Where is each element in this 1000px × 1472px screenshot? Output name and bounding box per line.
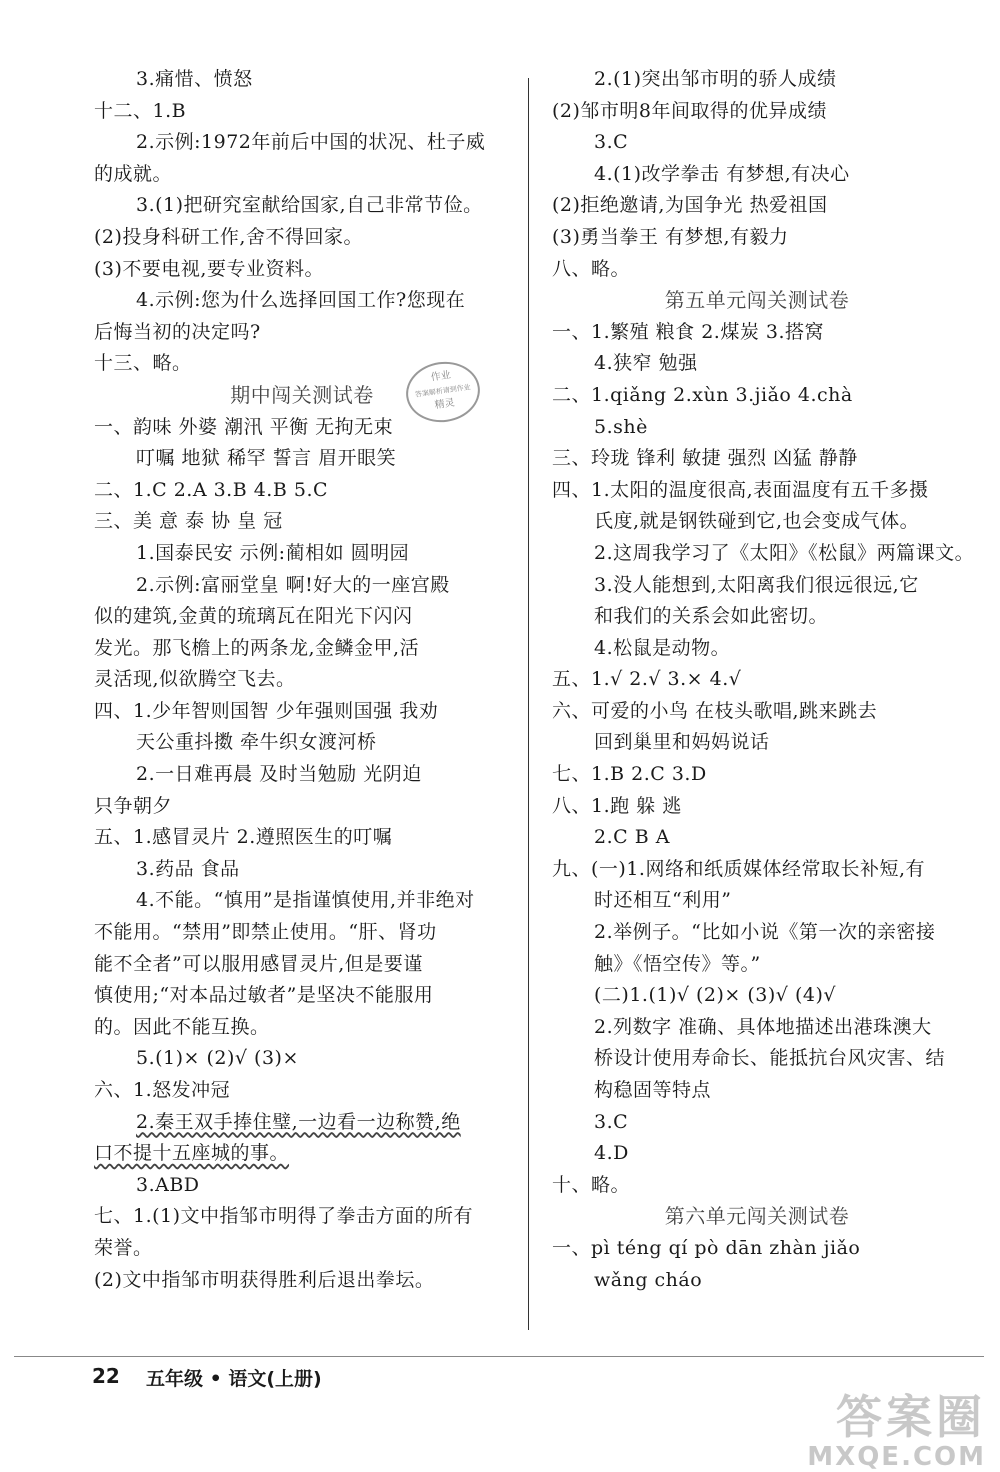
answer-line <box>552 1138 962 1170</box>
answer-text: (2)投身科研工作,舍不得回家。 <box>94 225 363 248</box>
answer-text: 四、1.少年智则国智 少年强则国强 我劝 <box>94 699 439 722</box>
answer-text: (3)勇当拳王 有梦想,有毅力 <box>552 225 789 248</box>
answer-line <box>94 1265 510 1297</box>
answer-line <box>94 696 510 728</box>
answer-line <box>94 791 510 823</box>
answer-line <box>94 885 510 917</box>
answer-line <box>552 1075 962 1107</box>
answer-text: 4.狭窄 勉强 <box>594 352 698 375</box>
answer-line <box>94 1107 510 1139</box>
answer-line <box>552 96 962 128</box>
answer-text: 5.(1)× (2)√ (3)× <box>136 1047 299 1070</box>
page-number: 22 <box>92 1364 120 1388</box>
answer-line <box>552 696 962 728</box>
answer-line <box>552 127 962 159</box>
answer-line <box>94 1233 510 1265</box>
answer-text: 一、韵味 外婆 潮汛 平衡 无拘无束 <box>94 415 394 438</box>
answer-text: 只争朝夕 <box>94 794 173 817</box>
answer-line <box>94 190 510 222</box>
right-column <box>552 64 975 1296</box>
answer-text: 氏度,就是钢铁碰到它,也会变成气体。 <box>594 510 920 533</box>
answer-text: 七、1.B 2.C 3.D <box>552 763 707 786</box>
answer-line <box>94 317 510 349</box>
footer-rule <box>14 1356 984 1357</box>
answer-line <box>552 443 962 475</box>
answer-text: 和我们的关系会如此密切。 <box>594 605 829 628</box>
answer-line <box>94 254 510 286</box>
answer-text: 一、1.繁殖 粮食 2.煤炭 3.搭窝 <box>552 320 825 343</box>
answer-line <box>94 1043 510 1075</box>
answer-text: 第六单元闯关测试卷 <box>664 1204 850 1229</box>
answer-line <box>552 822 962 854</box>
answer-line <box>552 949 962 981</box>
answer-text: 2.示例:富丽堂皇 啊!好大的一座宫殿 <box>136 573 450 596</box>
answer-text: 灵活现,似欲腾空飞去。 <box>94 668 296 691</box>
answer-line <box>552 317 962 349</box>
answer-text: 五、1.√ 2.√ 3.× 4.√ <box>552 668 742 691</box>
answer-line <box>552 475 962 507</box>
answer-line <box>552 1043 962 1075</box>
answer-text: 天公重抖擞 牵牛织女渡河桥 <box>136 731 377 754</box>
answer-text: 能不全者”可以服用感冒灵片,但是要谨 <box>94 952 423 975</box>
answer-line <box>552 348 962 380</box>
answer-text: 2.举例子。“比如小说《第一次的亲密接 <box>594 921 936 944</box>
answer-line <box>552 980 962 1012</box>
answer-text: 触》《悟空传》等。” <box>594 952 761 975</box>
answer-text: (二)1.(1)√ (2)× (3)√ (4)√ <box>594 984 836 1007</box>
answer-text: 3.ABD <box>136 1173 200 1196</box>
answer-line <box>94 506 510 538</box>
answer-line <box>94 1075 510 1107</box>
answer-text: 2.列数字 准确、具体地描述出港珠澳大 <box>594 1015 932 1038</box>
answer-line <box>94 664 510 696</box>
answer-text: wǎng cháo <box>594 1268 703 1291</box>
answer-text: 2.示例:1972年前后中国的状况、杜子威 <box>136 131 486 154</box>
answer-text: 五、1.感冒灵片 2.遵照医生的叮嘱 <box>94 826 393 849</box>
watermark-url: MXQE.COM <box>807 1442 986 1472</box>
answer-text: 似的建筑,金黄的琉璃瓦在阳光下闪闪 <box>94 605 413 628</box>
answer-text: 慎使用;“对本品过敏者”是坚决不能服用 <box>94 984 434 1007</box>
answer-text: 3.C <box>594 1110 629 1133</box>
answer-text: 2.(1)突出邹市明的骄人成绩 <box>594 68 837 90</box>
answer-line <box>552 222 962 254</box>
answer-text: 八、略。 <box>552 257 631 280</box>
answer-line <box>552 1107 962 1139</box>
left-column <box>94 64 510 1296</box>
answer-line <box>552 1233 962 1265</box>
answer-line <box>552 601 962 633</box>
answer-text: 荣誉。 <box>94 1236 153 1259</box>
answer-text: 二、1.qiǎng 2.xùn 3.jiǎo 4.chà <box>552 383 853 406</box>
answer-text: 十三、略。 <box>94 352 192 375</box>
answer-line <box>94 727 510 759</box>
answer-line <box>552 159 962 191</box>
answer-line <box>552 727 962 759</box>
answer-line <box>552 633 962 665</box>
answer-line <box>552 759 962 791</box>
answer-line <box>94 159 510 191</box>
book-title: 五年级 • 语文(上册) <box>146 1368 322 1390</box>
answer-line <box>94 443 510 475</box>
answer-text: 构稳固等特点 <box>594 1079 712 1101</box>
answer-line <box>94 601 510 633</box>
answer-line <box>94 570 510 602</box>
answer-text: 5.shè <box>594 415 648 438</box>
answer-line <box>94 1170 510 1202</box>
answer-text: 六、可爱的小鸟 在枝头歌唱,跳来跳去 <box>552 699 878 722</box>
answer-text: (2)拒绝邀请,为国争光 热爱祖国 <box>552 194 828 217</box>
answer-text: 4.(1)改学拳击 有梦想,有决心 <box>594 162 850 185</box>
answer-line <box>94 1201 510 1233</box>
answer-line <box>552 538 975 570</box>
answer-text: (3)不要电视,要专业资料。 <box>94 257 324 280</box>
answer-line <box>94 759 510 791</box>
answer-line <box>552 1170 962 1202</box>
answer-text: 九、(一)1.网络和纸质媒体经常取长补短,有 <box>552 857 925 880</box>
answer-text: 回到巢里和妈妈说话 <box>594 731 770 754</box>
answer-line <box>94 285 510 317</box>
answer-line <box>552 412 962 444</box>
answer-text: (2)邹市明8年间取得的优异成绩 <box>552 99 828 122</box>
answer-line <box>552 506 962 538</box>
answer-line <box>94 475 510 507</box>
answer-line <box>94 917 510 949</box>
answer-line <box>94 633 510 665</box>
site-watermark <box>807 1392 986 1472</box>
answer-text: 四、1.太阳的温度很高,表面温度有五千多摄 <box>552 478 929 501</box>
answer-line <box>552 917 962 949</box>
answer-line <box>94 822 510 854</box>
answer-text: 2.这周我学习了《太阳》《松鼠》两篇课文。 <box>594 541 975 564</box>
answer-line <box>552 380 962 412</box>
answer-text: 十二、1.B <box>94 99 187 122</box>
answer-text: 六、1.怒发冲冠 <box>94 1079 231 1101</box>
column-divider <box>528 78 529 1330</box>
answer-line <box>552 570 962 602</box>
answer-text: 2.秦王双手捧住璧,一边看一边称赞,绝 <box>136 1110 461 1133</box>
answer-text: 口不提十五座城的事。 <box>94 1142 290 1165</box>
answer-text: 一、pì téng qí pò dān zhàn jiǎo <box>552 1236 861 1259</box>
answer-text: 三、玲珑 锋利 敏捷 强烈 凶猛 静静 <box>552 447 858 470</box>
answer-text: 时还相互“利用” <box>594 889 732 912</box>
stamp-middle-text: 答案解析请到作业 <box>414 383 472 399</box>
answer-text: 发光。那飞檐上的两条龙,金鳞金甲,活 <box>94 636 420 659</box>
answer-line <box>94 127 510 159</box>
answer-line <box>552 664 962 696</box>
answer-line <box>94 949 510 981</box>
answer-text: 4.不能。“慎用”是指谨慎使用,并非绝对 <box>136 889 475 912</box>
answer-line <box>94 1012 510 1044</box>
answer-line <box>552 791 962 823</box>
answer-text: 桥设计使用寿命长、能抵抗台风灾害、结 <box>594 1047 946 1070</box>
answer-text: 1.国泰民安 示例:蔺相如 圆明园 <box>136 541 410 564</box>
answer-line <box>94 538 510 570</box>
answer-text: 七、1.(1)文中指邹市明得了拳击方面的所有 <box>94 1205 474 1228</box>
answer-text: 三、美 意 泰 协 皇 冠 <box>94 510 283 533</box>
answer-text: 的。因此不能互换。 <box>94 1015 270 1038</box>
answer-line <box>94 64 510 96</box>
answer-text: 2.一日难再晨 及时当勉励 光阴迫 <box>136 763 422 786</box>
answer-text: (2)文中指邹市明获得胜利后退出拳坛。 <box>94 1268 435 1291</box>
answer-text: 后悔当初的决定吗? <box>94 320 261 343</box>
answer-line <box>552 1265 962 1297</box>
answer-text: 叮嘱 地狱 稀罕 誓言 眉开眼笑 <box>136 447 397 470</box>
answer-line <box>94 96 510 128</box>
stamp-top-text: 作业 <box>430 369 452 384</box>
answer-line <box>94 1138 510 1170</box>
answer-text: 期中闯关测试卷 <box>230 382 374 407</box>
answer-line <box>94 980 510 1012</box>
answer-text: 4.示例:您为什么选择回国工作?您现在 <box>136 289 466 312</box>
answer-line <box>552 190 962 222</box>
answer-line <box>94 222 510 254</box>
answer-text: 3.没人能想到,太阳离我们很远很远,它 <box>594 573 919 596</box>
answer-text: 3.痛惜、愤怒 <box>136 68 253 90</box>
answer-text: 2.C B A <box>594 826 670 849</box>
answer-line <box>552 1012 962 1044</box>
answer-text: 3.(1)把研究室献给国家,自己非常节俭。 <box>136 194 483 217</box>
answer-line <box>552 64 962 96</box>
answer-text: 4.D <box>594 1142 629 1165</box>
answer-text: 八、1.跑 躲 逃 <box>552 794 682 817</box>
stamp-bottom-text: 精灵 <box>434 397 456 412</box>
answer-line <box>94 854 510 886</box>
answer-text: 十、略。 <box>552 1173 631 1196</box>
section-heading <box>552 285 962 317</box>
answer-line <box>552 854 962 886</box>
answer-text: 4.松鼠是动物。 <box>594 636 731 659</box>
answer-text: 第五单元闯关测试卷 <box>664 288 850 313</box>
watermark-brand: 答案圈 <box>836 1390 986 1444</box>
answer-text: 二、1.C 2.A 3.B 4.B 5.C <box>94 478 329 501</box>
answer-line <box>552 885 962 917</box>
section-heading <box>552 1201 962 1233</box>
answer-text: 不能用。“禁用”即禁止使用。“肝、肾功 <box>94 921 437 944</box>
answer-text: 3.C <box>594 131 629 154</box>
answer-text: 的成就。 <box>94 162 173 185</box>
answer-line <box>552 254 962 286</box>
answer-text: 3.药品 食品 <box>136 857 240 880</box>
